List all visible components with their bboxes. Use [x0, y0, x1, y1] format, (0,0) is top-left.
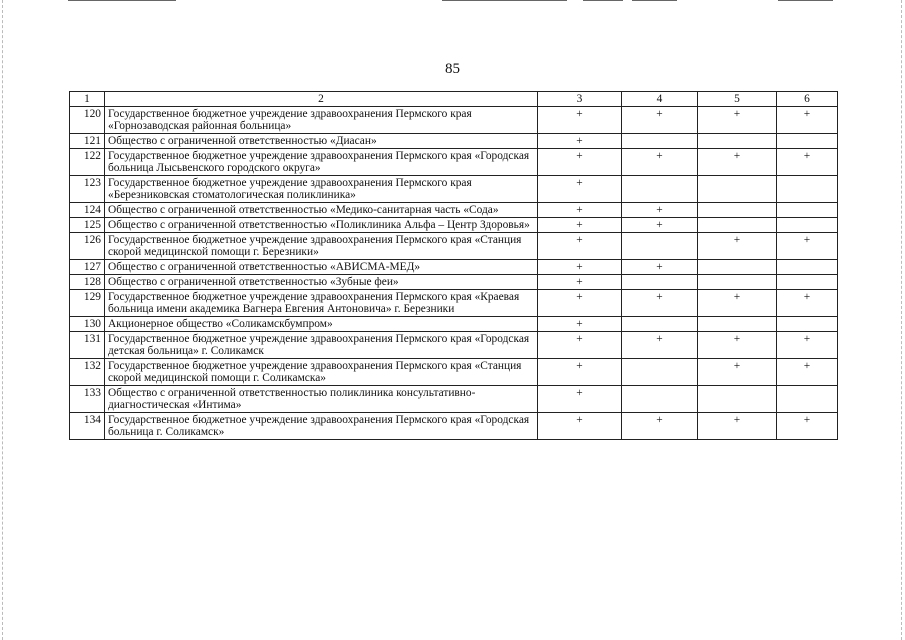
row-number-cell: 133: [70, 386, 105, 413]
column-4-mark-cell: +: [622, 149, 698, 176]
column-4-mark-cell: [622, 275, 698, 290]
column-header: 5: [698, 92, 777, 107]
row-number-cell: 134: [70, 413, 105, 440]
column-4-mark-cell: +: [622, 332, 698, 359]
organization-name-cell: Общество с ограниченной ответственностью «Зубные феи»: [105, 275, 538, 290]
column-header: 3: [538, 92, 622, 107]
table-row: [70, 176, 838, 203]
table-row: [70, 134, 838, 149]
column-5-mark-cell: [698, 218, 777, 233]
column-5-mark-cell: [698, 134, 777, 149]
table-row: [70, 413, 838, 440]
column-3-mark-cell: +: [538, 203, 622, 218]
scan-top-mark: [442, 0, 567, 1]
column-5-mark-cell: [698, 260, 777, 275]
column-6-mark-cell: [777, 218, 838, 233]
column-4-mark-cell: [622, 134, 698, 149]
column-6-mark-cell: +: [777, 290, 838, 317]
column-6-mark-cell: +: [777, 107, 838, 134]
organization-name-cell: Общество с ограниченной ответственностью «Медико-санитарная часть «Сода»: [105, 203, 538, 218]
organization-name-cell: Государственное бюджетное учреждение здравоохранения Пермского края «Станция скорой медицинской помощи г. Березники»: [105, 233, 538, 260]
column-4-mark-cell: +: [622, 203, 698, 218]
column-6-mark-cell: [777, 203, 838, 218]
table-row: [70, 290, 838, 317]
table-body: [70, 107, 838, 440]
table-row: [70, 203, 838, 218]
column-4-mark-cell: +: [622, 107, 698, 134]
organization-name-cell: Общество с ограниченной ответственностью «Диасан»: [105, 134, 538, 149]
row-number-cell: 129: [70, 290, 105, 317]
row-number-cell: 130: [70, 317, 105, 332]
organization-name-cell: Государственное бюджетное учреждение здравоохранения Пермского края «Краевая больница имени академика Вагнера Евгения Антоновича» г. Березники: [105, 290, 538, 317]
column-5-mark-cell: [698, 317, 777, 332]
column-header: 1: [70, 92, 105, 107]
column-4-mark-cell: [622, 317, 698, 332]
column-3-mark-cell: +: [538, 386, 622, 413]
column-header: 6: [777, 92, 838, 107]
column-3-mark-cell: +: [538, 317, 622, 332]
column-3-mark-cell: +: [538, 107, 622, 134]
table-row: [70, 317, 838, 332]
column-4-mark-cell: [622, 233, 698, 260]
column-3-mark-cell: +: [538, 149, 622, 176]
column-4-mark-cell: +: [622, 413, 698, 440]
row-number-cell: 126: [70, 233, 105, 260]
column-3-mark-cell: +: [538, 275, 622, 290]
column-5-mark-cell: +: [698, 332, 777, 359]
column-6-mark-cell: +: [777, 359, 838, 386]
table-row: [70, 359, 838, 386]
column-6-mark-cell: +: [777, 332, 838, 359]
row-number-cell: 120: [70, 107, 105, 134]
scan-left-edge: [2, 0, 3, 640]
column-6-mark-cell: [777, 260, 838, 275]
column-4-mark-cell: [622, 176, 698, 203]
column-5-mark-cell: +: [698, 107, 777, 134]
column-3-mark-cell: +: [538, 359, 622, 386]
table-row: [70, 149, 838, 176]
column-4-mark-cell: +: [622, 218, 698, 233]
scan-top-mark: [583, 0, 623, 1]
column-4-mark-cell: +: [622, 290, 698, 317]
row-number-cell: 131: [70, 332, 105, 359]
column-5-mark-cell: +: [698, 359, 777, 386]
row-number-cell: 122: [70, 149, 105, 176]
row-number-cell: 121: [70, 134, 105, 149]
column-header: 4: [622, 92, 698, 107]
organization-name-cell: Акционерное общество «Соликамскбумпром»: [105, 317, 538, 332]
table-row: [70, 107, 838, 134]
column-3-mark-cell: +: [538, 413, 622, 440]
table-header-row: [70, 92, 838, 107]
column-3-mark-cell: +: [538, 134, 622, 149]
column-3-mark-cell: +: [538, 218, 622, 233]
page-number: 85: [445, 61, 460, 77]
column-3-mark-cell: +: [538, 233, 622, 260]
column-5-mark-cell: +: [698, 290, 777, 317]
column-3-mark-cell: +: [538, 290, 622, 317]
column-3-mark-cell: +: [538, 260, 622, 275]
table-row: [70, 218, 838, 233]
column-3-mark-cell: +: [538, 332, 622, 359]
column-5-mark-cell: +: [698, 233, 777, 260]
organization-name-cell: Общество с ограниченной ответственностью «АВИСМА-МЕД»: [105, 260, 538, 275]
scan-top-mark: [68, 0, 176, 1]
table-row: [70, 386, 838, 413]
column-6-mark-cell: [777, 134, 838, 149]
organization-name-cell: Государственное бюджетное учреждение здравоохранения Пермского края «Березниковская стоматологическая поликлиника»: [105, 176, 538, 203]
organization-name-cell: Государственное бюджетное учреждение здравоохранения Пермского края «Городская детская больница» г. Соликамск: [105, 332, 538, 359]
organization-name-cell: Общество с ограниченной ответственностью поликлиника консультативно-диагностическая «Интима»: [105, 386, 538, 413]
column-6-mark-cell: [777, 275, 838, 290]
column-header: 2: [105, 92, 538, 107]
scan-top-mark: [632, 0, 677, 1]
column-5-mark-cell: +: [698, 149, 777, 176]
table-row: [70, 260, 838, 275]
column-5-mark-cell: [698, 176, 777, 203]
column-6-mark-cell: +: [777, 413, 838, 440]
column-5-mark-cell: [698, 203, 777, 218]
column-6-mark-cell: [777, 317, 838, 332]
column-5-mark-cell: +: [698, 413, 777, 440]
row-number-cell: 128: [70, 275, 105, 290]
organization-name-cell: Государственное бюджетное учреждение здравоохранения Пермского края «Городская больница Лысьвенского городского округа»: [105, 149, 538, 176]
column-5-mark-cell: [698, 386, 777, 413]
organization-name-cell: Государственное бюджетное учреждение здравоохранения Пермского края «Горнозаводская районная больница»: [105, 107, 538, 134]
column-3-mark-cell: +: [538, 176, 622, 203]
organization-name-cell: Государственное бюджетное учреждение здравоохранения Пермского края «Станция скорой медицинской помощи г. Соликамска»: [105, 359, 538, 386]
row-number-cell: 123: [70, 176, 105, 203]
registry-table: [69, 91, 838, 440]
row-number-cell: 125: [70, 218, 105, 233]
column-5-mark-cell: [698, 275, 777, 290]
table-row: [70, 233, 838, 260]
organization-name-cell: Общество с ограниченной ответственностью «Поликлиника Альфа – Центр Здоровья»: [105, 218, 538, 233]
row-number-cell: 132: [70, 359, 105, 386]
scan-right-edge: [901, 0, 902, 640]
column-6-mark-cell: +: [777, 149, 838, 176]
scan-top-mark: [778, 0, 833, 1]
column-4-mark-cell: [622, 386, 698, 413]
column-6-mark-cell: [777, 386, 838, 413]
row-number-cell: 124: [70, 203, 105, 218]
row-number-cell: 127: [70, 260, 105, 275]
column-6-mark-cell: [777, 176, 838, 203]
organization-name-cell: Государственное бюджетное учреждение здравоохранения Пермского края «Городская больница г. Соликамск»: [105, 413, 538, 440]
table-row: [70, 332, 838, 359]
column-4-mark-cell: +: [622, 260, 698, 275]
column-6-mark-cell: +: [777, 233, 838, 260]
column-4-mark-cell: [622, 359, 698, 386]
table-row: [70, 275, 838, 290]
